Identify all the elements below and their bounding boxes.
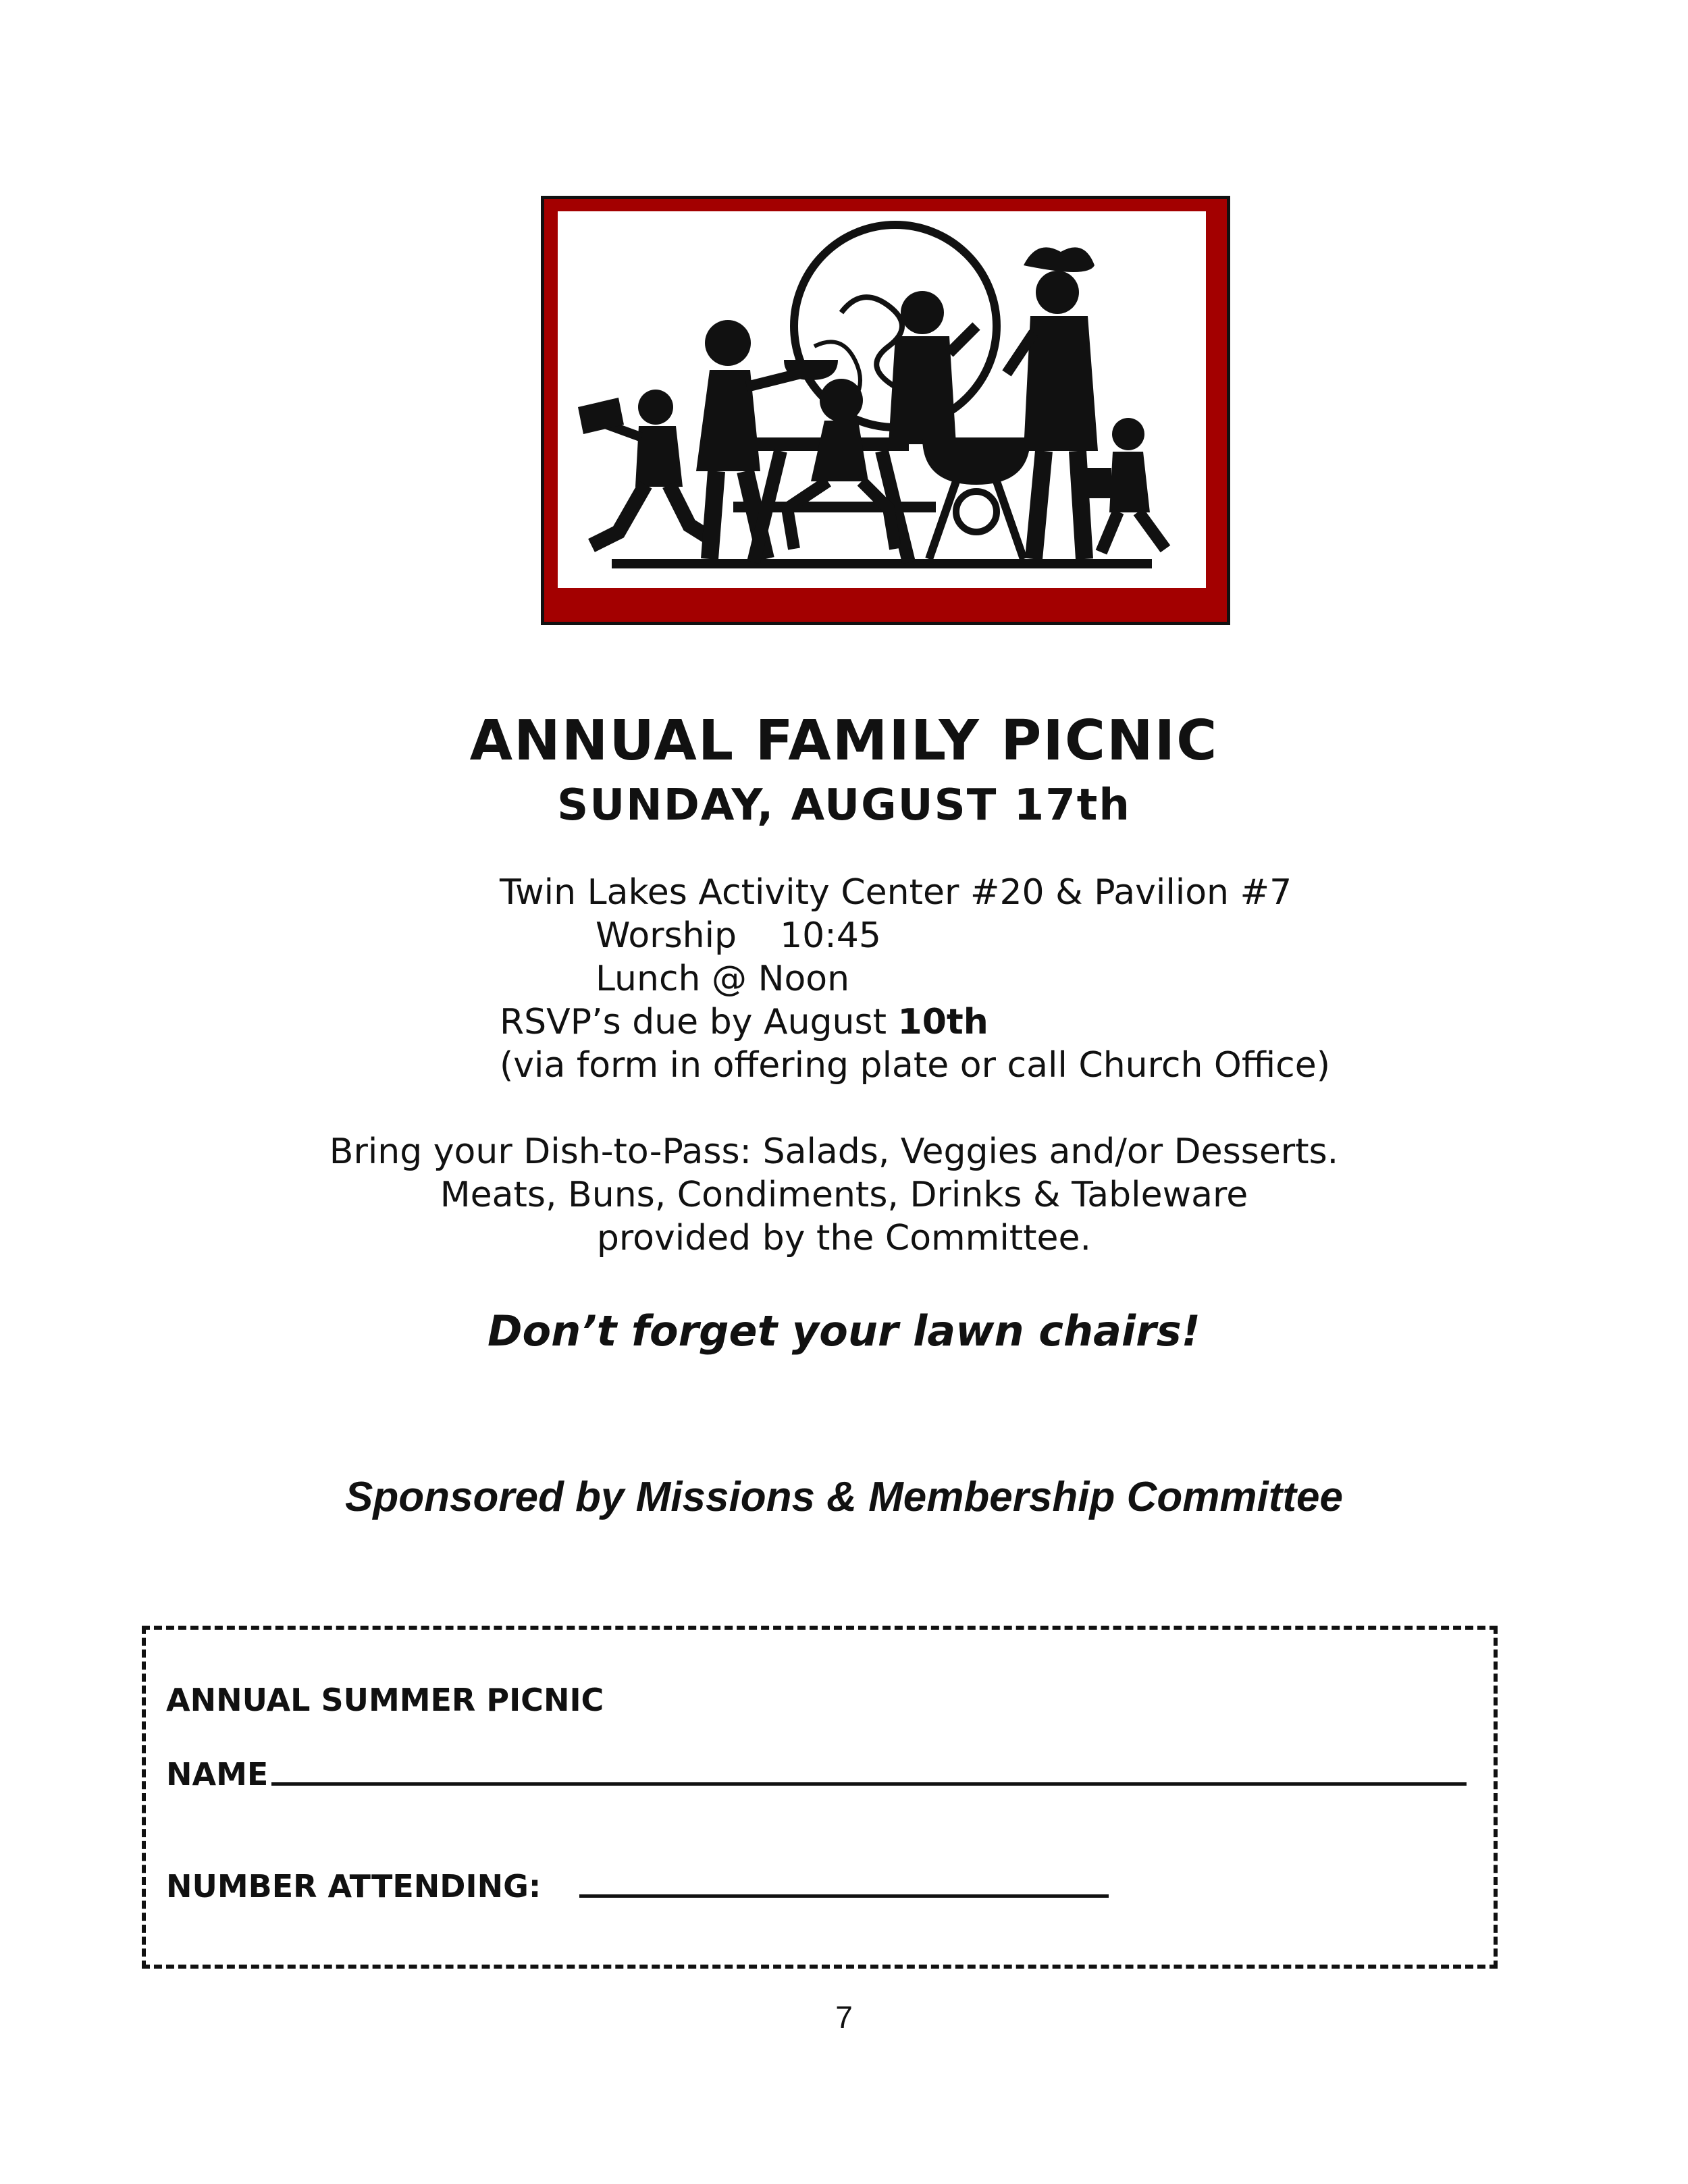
rsvp-form [142, 1626, 1498, 1969]
rsvp-date: 10th [897, 1002, 988, 1042]
worship-label: Worship [596, 915, 737, 956]
picnic-illustration [541, 196, 1230, 625]
name-label: NAME [166, 1756, 269, 1792]
rsvp-line [500, 1001, 988, 1044]
event-title: ANNUAL FAMILY PICNIC [469, 709, 1219, 773]
event-date: SUNDAY, AUGUST 17th [557, 780, 1131, 830]
event-location: Twin Lakes Activity Center #20 & Pavilion #7 [500, 872, 1292, 913]
rsvp-note: (via form in offering plate or call Church Office) [500, 1045, 1330, 1086]
sponsor-line: Sponsored by Missions & Membership Committee [345, 1474, 1343, 1520]
picnic-illustration-canvas [558, 211, 1206, 588]
worship-time: 10:45 [780, 915, 881, 956]
page-number: 7 [835, 2000, 853, 2035]
family-picnic-silhouette-icon [558, 211, 1206, 588]
lawn-chairs-reminder: Don’t forget your lawn chairs! [487, 1306, 1201, 1356]
number-attending-field[interactable] [579, 1894, 1109, 1898]
name-field[interactable] [271, 1782, 1467, 1786]
dish-line-2: Meats, Buns, Condiments, Drinks & Tableware [440, 1175, 1248, 1215]
dish-line-1: Bring your Dish-to-Pass: Salads, Veggies and/or Desserts. [329, 1131, 1339, 1172]
form-heading: ANNUAL SUMMER PICNIC [166, 1682, 604, 1718]
attending-label: NUMBER ATTENDING: [166, 1868, 542, 1905]
worship-line [596, 914, 881, 957]
dish-line-3: provided by the Committee. [596, 1218, 1092, 1258]
lunch-line: Lunch @ Noon [596, 959, 850, 999]
rsvp-prefix: RSVP’s due by August [500, 1002, 898, 1042]
